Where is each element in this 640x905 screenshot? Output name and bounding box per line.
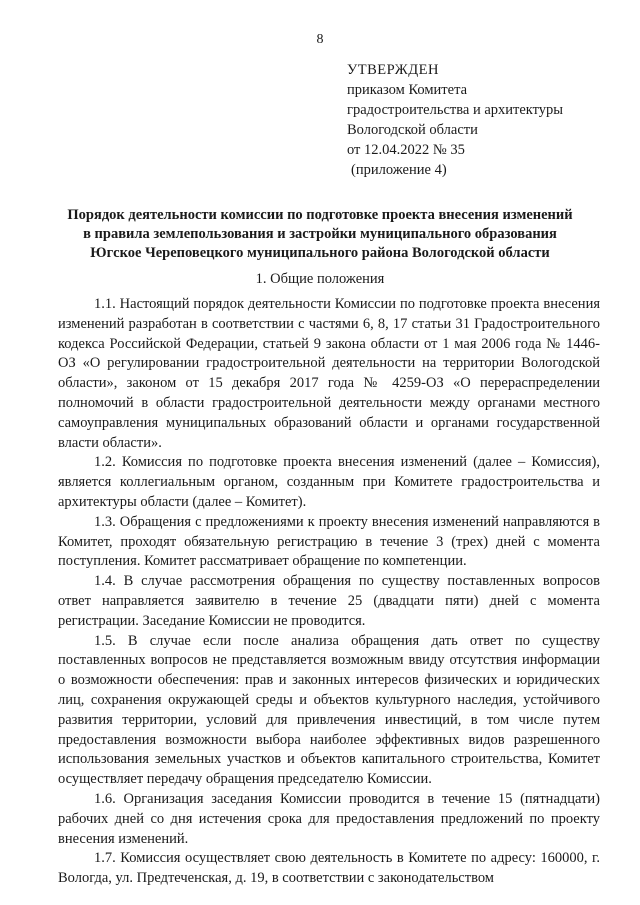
title-line: Югское Череповецкого муниципального района Вологодской области <box>90 245 550 261</box>
paragraph-1-1: 1.1. Настоящий порядок деятельности Комиссии по подготовке проекта внесения изменений разработан в соответствии с частями 6, 8, 17 статьи 31 Градостроительного кодекса Российской Федерации, статьей 9 закона области от 1 мая 2006 года № 1446-ОЗ «О регулировании градостроительной деятельности на территории Вологодской области», законом от 15 декабря 2017 года № 4259-ОЗ «О перераспределении полномочий в области градостроительной деятельности между органами местного самоуправления муниципальных образований области и органами государственной власти области». <box>58 296 600 451</box>
paragraph-1-5: 1.5. В случае если после анализа обращения дать ответ по существу поставленных вопросов не представляется возможным ввиду отсутствия информации о возможности обеспечения: прав и законных интересов физических и юридических лиц, сохранения окружающей среды и объектов культурного наследия, устойчивого развития территории, условий для привлечения инвестиций, в том числе путем предоставления возможности выбора наиболее эффективных видов разрешенного использования земельных участков и объектов капитального строительства, Комитет осуществляет передачу обращения председателю Комиссии. <box>58 632 600 788</box>
title-line: Порядок деятельности комиссии по подготовке проекта внесения изменений <box>67 207 573 223</box>
paragraph-1-3: 1.3. Обращения с предложениями к проекту внесения изменений направляются в Комитет, проходят обязательную регистрацию в течение 3 (трех) дней с момента поступления. Комитет рассматривает обращение по компетенции. <box>58 513 600 570</box>
paragraph-1-6: 1.6. Организация заседания Комиссии проводится в течение 15 (пятнадцати) рабочих дней со дня истечения срока для предоставления предложений по проекту внесения изменений. <box>58 790 600 847</box>
document-title <box>40 206 600 263</box>
approval-appendix: (приложение 4) <box>351 162 447 178</box>
approval-line: Вологодской области <box>347 122 478 138</box>
document-body <box>58 295 600 889</box>
approval-line: от 12.04.2022 № 35 <box>347 142 465 158</box>
page-number: 8 <box>316 32 324 47</box>
approval-line: градостроительства и архитектуры <box>347 102 564 118</box>
title-line: в правила землепользования и застройки муниципального образования <box>83 226 557 242</box>
paragraph-1-4: 1.4. В случае рассмотрения обращения по существу поставленных вопросов ответ направляется заявителю в течение 25 (двадцати пяти) дней с момента регистрации. Заседание Комиссии не проводится. <box>58 573 600 629</box>
paragraph-1-7: 1.7. Комиссия осуществляет свою деятельность в Комитете по адресу: 160000, г. Вологда, ул. Предтеченская, д. 19, в соответствии с законодательством <box>58 850 600 887</box>
approval-line: приказом Комитета <box>347 82 468 98</box>
section-heading: 1. Общие положения <box>255 271 385 287</box>
approval-heading: УТВЕРЖДЕН <box>347 62 439 78</box>
paragraph-1-2: 1.2. Комиссия по подготовке проекта внесения изменений (далее – Комиссия), является коллегиальным органом, созданным при Комитете градостроительства и архитектуры области (далее – Комитет). <box>58 454 600 510</box>
approval-stamp <box>347 60 563 180</box>
